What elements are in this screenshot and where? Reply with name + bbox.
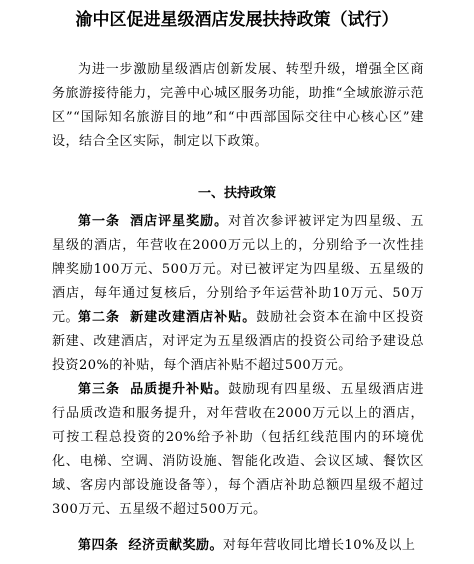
article-2-heading: 新建改建酒店补贴。 xyxy=(130,310,257,325)
article-1-label: 第一条 xyxy=(78,214,121,229)
document-title: 渝中区促进星级酒店发展扶持政策（试行） xyxy=(75,10,399,30)
article-4-heading: 经济贡献奖励。 xyxy=(128,538,224,553)
article-4-body: 对每年营收同比增长10%及以上 xyxy=(223,538,416,553)
article-3-heading: 品质提升补贴。 xyxy=(130,382,229,397)
article-4 xyxy=(52,534,424,558)
intro-paragraph: 为进一步激励星级酒店创新发展、转型升级，增强全区商务旅游接待能力，完善中心城区服务功能，助推“全域旅游示范区”“国际知名旅游目的地”和“中西部国际交往中心核心区”建设，结合全区实际，制定以下政策。 xyxy=(52,62,424,149)
article-2-label: 第二条 xyxy=(78,310,121,325)
article-1-body: 对首次参评被评定为四星级、五星级的酒店，年营收在2000万元以上的，分别给予一次性挂牌奖励100万元、500万元。对已被评定为四星级、五星级的酒店，每年通过复核后，分别给予年运营补助10万元、50万元。 xyxy=(52,214,424,325)
section-title: 一、扶持政策 xyxy=(197,186,276,201)
article-3-label: 第三条 xyxy=(78,382,121,397)
article-3 xyxy=(52,378,424,522)
article-3-body: 鼓励现有四星级、五星级酒店进行品质改造和服务提升，对年营收在2000万元以上的酒店，可按工程总投资的20%给予补助（包括红线范围内的环境优化、电梯、空调、消防设施、智能化改造、会议区域、餐饮区域、客房内部设施设备等），每个酒店补助总额四星级不超过300万元、五星级不超过500万元。 xyxy=(52,382,424,517)
article-2-body: 鼓励社会资本在渝中区投资新建、改建酒店，对评定为五星级酒店的投资公司给予建设总投资20%的补贴，每个酒店补贴不超过500万元。 xyxy=(52,310,424,373)
article-2 xyxy=(52,306,424,378)
article-4-label: 第四条 xyxy=(78,538,119,553)
article-1-heading: 酒店评星奖励。 xyxy=(130,214,229,229)
